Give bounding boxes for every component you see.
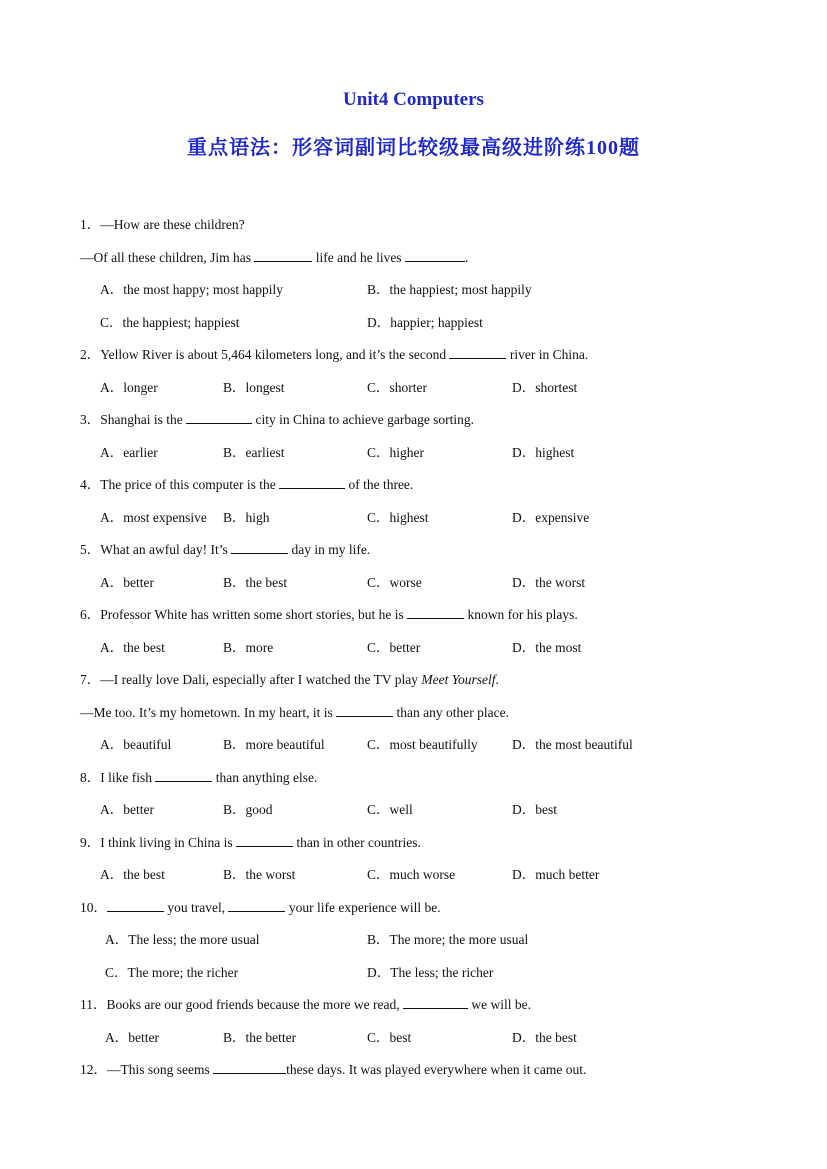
answer-blank — [107, 899, 164, 912]
answer-blank — [279, 476, 345, 489]
q10-text-part: your life experience will be. — [288, 900, 441, 915]
option-d[interactable]: D．The less; the richer — [367, 965, 494, 980]
answer-blank — [407, 606, 464, 619]
question-12-stem — [80, 1061, 586, 1079]
option-b[interactable]: B．more — [223, 640, 274, 655]
q11-text-part: 11．Books are our good friends because the more we read, — [80, 997, 400, 1012]
q3-text-part: 3．Shanghai is the — [80, 412, 183, 427]
option-d[interactable]: D．happier; happiest — [367, 315, 483, 330]
question-1-reply — [80, 249, 468, 267]
option-a[interactable]: A．the best — [100, 640, 165, 655]
option-b[interactable]: B．earliest — [223, 445, 285, 460]
option-d[interactable]: D．the best — [512, 1030, 577, 1045]
option-c[interactable]: C．higher — [367, 445, 424, 460]
answer-blank — [231, 541, 288, 554]
option-b[interactable]: B．The more; the more usual — [367, 932, 529, 947]
question-3-stem — [80, 411, 474, 429]
q5-text-part: day in my life. — [291, 542, 371, 557]
option-d[interactable]: D．expensive — [512, 510, 590, 525]
q7-text-part: . — [495, 672, 499, 687]
option-a[interactable]: A．better — [100, 802, 154, 817]
q3-text-part: city in China to achieve garbage sorting. — [255, 412, 475, 427]
question-11-stem — [80, 996, 531, 1014]
q2-text-part: 2．Yellow River is about 5,464 kilometers long, and it’s the second — [80, 347, 447, 362]
q11-text-part: we will be. — [471, 997, 532, 1012]
option-c[interactable]: C．shorter — [367, 380, 427, 395]
q12-text-part: 12．—This song seems — [80, 1062, 210, 1077]
q7-play-title: Meet Yourself — [421, 672, 496, 687]
answer-blank — [403, 996, 468, 1009]
answer-blank — [336, 704, 393, 717]
option-a[interactable]: A．longer — [100, 380, 158, 395]
option-c[interactable]: C．well — [367, 802, 413, 817]
q6-text-part: known for his plays. — [467, 607, 578, 622]
q9-text-part: 9．I think living in China is — [80, 835, 233, 850]
question-6-stem — [80, 606, 578, 624]
q1-text-part: —Of all these children, Jim has — [80, 250, 251, 265]
question-10-stem — [80, 899, 441, 917]
q5-text-part: 5．What an awful day! It’s — [80, 542, 228, 557]
option-b[interactable]: B．the happiest; most happily — [367, 282, 532, 297]
option-d[interactable]: D．the most beautiful — [512, 737, 633, 752]
q12-text-part: these days. It was played everywhere when it came out. — [286, 1062, 587, 1077]
option-c[interactable]: C．highest — [367, 510, 429, 525]
question-9-stem — [80, 834, 421, 852]
option-a[interactable]: A．better — [100, 575, 154, 590]
option-a[interactable]: A．beautiful — [100, 737, 172, 752]
option-b[interactable]: B．high — [223, 510, 270, 525]
option-b[interactable]: B．the better — [223, 1030, 297, 1045]
option-c[interactable]: C．better — [367, 640, 421, 655]
answer-blank — [155, 769, 212, 782]
q4-text-part: 4．The price of this computer is the — [80, 477, 276, 492]
question-4-stem — [80, 476, 413, 494]
option-b[interactable]: B．the worst — [223, 867, 296, 882]
option-a[interactable]: A．better — [105, 1030, 159, 1045]
q7-text-part: —Me too. It’s my hometown. In my heart, it is — [80, 705, 333, 720]
option-c[interactable]: C．most beautifully — [367, 737, 478, 752]
document-title: Unit4 Computers — [343, 89, 484, 110]
question-5-stem — [80, 541, 370, 559]
option-c[interactable]: C．the happiest; happiest — [100, 315, 240, 330]
option-b[interactable]: B．the best — [223, 575, 288, 590]
q8-text-part: than anything else. — [215, 770, 318, 785]
option-c[interactable]: C．worse — [367, 575, 422, 590]
option-a[interactable]: A．most expensive — [100, 510, 207, 525]
answer-blank — [254, 249, 312, 262]
option-a[interactable]: A．the best — [100, 867, 165, 882]
question-7-reply — [80, 704, 509, 722]
answer-blank — [405, 249, 465, 262]
question-1-stem: 1．—How are these children? — [80, 217, 245, 232]
option-a[interactable]: A．earlier — [100, 445, 158, 460]
q10-text-part: 10． — [80, 900, 107, 915]
q7-text-part: than any other place. — [396, 705, 509, 720]
q9-text-part: than in other countries. — [296, 835, 421, 850]
option-d[interactable]: D．best — [512, 802, 557, 817]
option-c[interactable]: C．much worse — [367, 867, 456, 882]
option-b[interactable]: B．longest — [223, 380, 285, 395]
question-2-stem — [80, 346, 588, 364]
answer-blank — [186, 411, 252, 424]
answer-blank — [228, 899, 285, 912]
option-d[interactable]: D．highest — [512, 445, 575, 460]
option-a[interactable]: A．The less; the more usual — [105, 932, 260, 947]
q1-text-part: life and he lives — [315, 250, 402, 265]
q7-text-part: 7．—I really love Dali, especially after I watched the TV play — [80, 672, 419, 687]
answer-blank — [213, 1061, 286, 1074]
option-d[interactable]: D．the most — [512, 640, 582, 655]
question-7-stem — [80, 671, 499, 689]
q2-text-part: river in China. — [509, 347, 589, 362]
document-subtitle: 重点语法：形容词副词比较级最高级进阶练100题 — [187, 137, 640, 159]
answer-blank — [236, 834, 293, 847]
q8-text-part: 8．I like fish — [80, 770, 152, 785]
option-c[interactable]: C．The more; the richer — [105, 965, 239, 980]
q1-text-part: . — [464, 250, 469, 265]
option-b[interactable]: B．more beautiful — [223, 737, 325, 752]
option-c[interactable]: C．best — [367, 1030, 412, 1045]
answer-blank — [449, 346, 506, 359]
option-b[interactable]: B．good — [223, 802, 273, 817]
option-d[interactable]: D．much better — [512, 867, 600, 882]
q4-text-part: of the three. — [348, 477, 414, 492]
option-d[interactable]: D．shortest — [512, 380, 578, 395]
question-8-stem — [80, 769, 317, 787]
q10-text-part: you travel, — [167, 900, 226, 915]
option-d[interactable]: D．the worst — [512, 575, 586, 590]
option-a[interactable]: A．the most happy; most happily — [100, 282, 283, 297]
q6-text-part: 6．Professor White has written some short stories, but he is — [80, 607, 404, 622]
